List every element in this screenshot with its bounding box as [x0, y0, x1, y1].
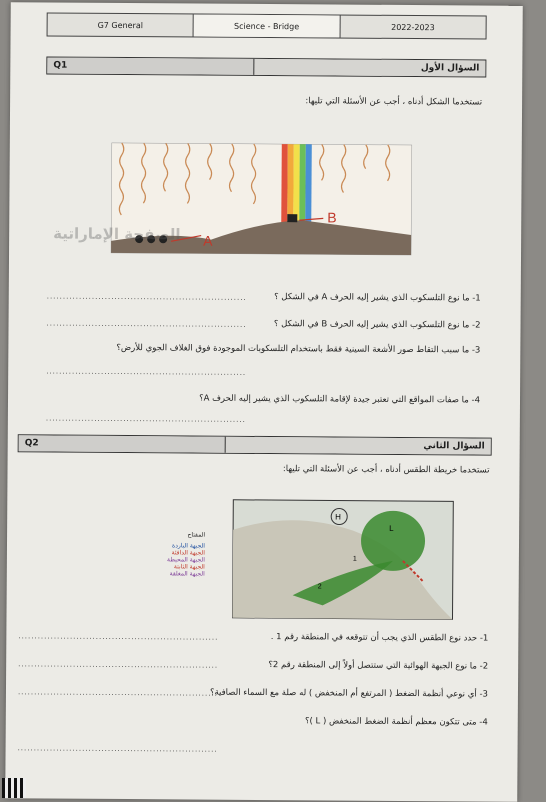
q2-question-2: 2- ما نوع الجبهة الهوائية التي ستتصل أولاً إلى المنطقة رقم 2؟ — [268, 660, 489, 672]
weather-map — [232, 500, 453, 620]
q1-answer-line-3[interactable]: .............................................................. — [46, 367, 247, 377]
q2-title: السؤال الثاني — [225, 437, 491, 455]
q1-question-3: 3- ما سبب التقاط صور الأشعة السينية فقط باستخدام التلسكوبات الموجودة فوق الغلاف الجوي للأرض؟ — [116, 342, 481, 356]
label-b: B — [327, 209, 337, 226]
svg-text:1: 1 — [352, 555, 357, 563]
q2-answer-line-4[interactable]: .............................................................. — [17, 744, 218, 754]
q2-question-4: 4- متى تتكون معظم أنظمة الضغط المنخفض ( L )؟ — [304, 716, 488, 728]
q2-label: Q2 — [19, 435, 225, 452]
worksheet-page — [5, 2, 523, 802]
q1-answer-line-4[interactable]: .............................................................. — [45, 414, 246, 424]
svg-text:H: H — [335, 512, 342, 522]
qr-code-icon — [2, 778, 26, 798]
legend-item: الجبهة المغلقة — [169, 570, 205, 578]
q1-title: السؤال الأول — [253, 59, 485, 77]
q2-question-1: 1- حدد نوع الطقس الذي يجب أن تتوقعه في المنطقة رقم 1 . — [270, 632, 489, 644]
q1-question-1: 1- ما نوع التلسكوب الذي يشير إليه الحرف A في الشكل ؟ — [274, 292, 481, 304]
page-header — [47, 12, 487, 39]
header-subject: Science - Bridge — [193, 14, 340, 37]
label-a: A — [203, 232, 213, 249]
q2-intro: تستخدما خريطة الطقس أدناه ، أجب عن الأسئلة التي تليها: — [282, 464, 490, 476]
q1-question-4: 4- ما صفات المواقع التي تعتبر جيدة لإقامة التلسكوب الذي يشير إليه الحرف A؟ — [199, 393, 481, 406]
q2-answer-line-1[interactable]: .............................................................. — [18, 632, 219, 642]
q1-answer-line-1[interactable]: .............................................................. — [46, 292, 247, 302]
svg-text:2: 2 — [317, 583, 322, 591]
q2-question-3: 3- أي نوعي أنظمة الضغط ( المرتفع أم المنخفض ) له صلة مع السماء الصافية؟ — [209, 687, 488, 700]
legend-item: الجبهة الثابتة — [173, 563, 205, 571]
q1-answer-line-2[interactable]: .............................................................. — [46, 319, 247, 329]
q1-label: Q1 — [47, 57, 253, 74]
q1-bar — [46, 56, 486, 77]
q1-intro: تستخدما الشكل أدناه ، أجب عن الأسئلة التي تليها: — [305, 96, 483, 108]
q2-answer-line-2[interactable]: .............................................................. — [18, 660, 219, 670]
legend-item: الجبهة الدافئة — [171, 549, 205, 557]
q1-question-2: 2- ما نوع التلسكوب الذي يشير إليه الحرف B في الشكل ؟ — [273, 319, 481, 331]
q2-answer-line-3[interactable]: .............................................................. — [17, 688, 218, 698]
legend-title: المفتاح — [187, 531, 206, 539]
legend-item: الجبهة الباردة — [172, 542, 206, 550]
watermark: الصفحة الإماراتية — [53, 224, 181, 244]
legend-item: الجبهة المحيطة — [167, 556, 205, 564]
header-grade: G7 General — [97, 20, 144, 30]
map-legend — [125, 531, 205, 578]
telescope-spectrum-figure — [91, 121, 432, 273]
q2-bar — [18, 434, 492, 455]
svg-text:L: L — [389, 523, 394, 533]
header-year: 2022-2023 — [391, 22, 435, 32]
